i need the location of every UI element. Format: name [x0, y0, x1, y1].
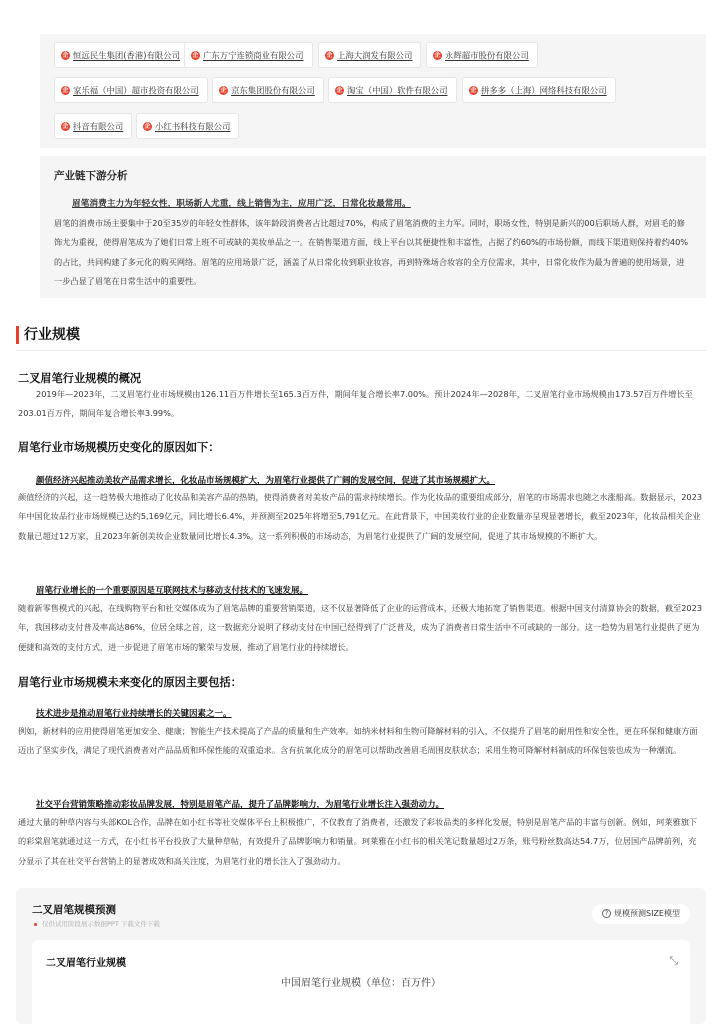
company-tag[interactable] [136, 113, 239, 139]
company-icon: 企 [62, 123, 69, 130]
future-title: 眉笔行业市场规模未来变化的原因主要包括： [18, 676, 242, 689]
section-accent-bar [16, 326, 19, 344]
downstream-summary: 眉笔消费主力为年轻女性，职场新人尤重，线上销售为主，应用广泛，日常化妆最常用。 [72, 199, 411, 209]
history-reason-heading: 眉笔行业增长的一个重要原因是互联网技术与移动支付技术的飞速发展。 [36, 586, 309, 596]
company-tag-label: 京东集团股份有限公司 [231, 85, 315, 96]
company-tag[interactable] [54, 113, 132, 139]
company-icon: 企 [220, 87, 227, 94]
forecast-note [34, 919, 160, 928]
company-tag[interactable] [426, 42, 538, 68]
future-reason-text: 例如，新材料的应用使得眉笔更加安全、健康；智能生产技术提高了产品的质量和生产效率。如纳米材料和生物可降解材料的引入，不仅提升了眉笔的耐用性和安全性，更在环保和健康方面迈出了坚实步伐，满足了现代消费者对产品品质和环保性能的双重追求。含有抗氧化成分的眉笔可以帮助改善眉毛周围皮肤状态；采用生物可降解材料制成的环保包装也成为一种潮流。 [18, 726, 698, 756]
company-tag[interactable] [54, 42, 189, 68]
company-icon: 企 [62, 87, 69, 94]
size-model-label: 规模预测SIZE模型 [614, 909, 680, 918]
history-reason-text: 随着新零售模式的兴起，在线购物平台和社交媒体成为了眉笔品牌的重要营销渠道，这不仅显著降低了企业的运营成本，还极大地拓宽了销售渠道。根据中国支付清算协会的数据，截至2023年，我国移动支付普及率高达86%，位居全球之首，这一数据充分说明了移动支付在中国已经得到了广泛普及，成为了消费者日常生活中不可或缺的一部分。这一趋势为眉笔行业提供了更为便捷和高效的支付方式，进一步促进了眉笔市场的繁荣与发展，推动了眉笔行业的持续增长。 [18, 603, 703, 652]
company-icon: 企 [144, 123, 151, 130]
note-dot-icon [34, 923, 37, 926]
company-tag[interactable] [212, 77, 324, 103]
company-icon: 企 [470, 87, 477, 94]
company-tag-label: 永辉超市股份有限公司 [445, 50, 529, 61]
company-icon: 企 [192, 52, 199, 59]
company-tag-label: 家乐福（中国）超市投资有限公司 [73, 85, 199, 96]
downstream-analysis [40, 156, 706, 298]
company-icon: 企 [434, 52, 441, 59]
company-tag-label: 抖音有限公司 [73, 121, 124, 132]
history-reason-heading: 颜值经济兴起推动美妆产品需求增长，化妆品市场规模扩大，为眉笔行业提供了广阔的发展空间，促进了其市场规模扩大。 [36, 476, 496, 486]
company-tag-label: 恒远民生集团(香港)有限公司 [73, 50, 181, 61]
forecast-panel [16, 888, 706, 1024]
future-reason-heading: 社交平台营销策略推动彩妆品牌发展，特别是眉笔产品，提升了品牌影响力，为眉笔行业增长注入强劲动力。 [36, 800, 445, 810]
downstream-text: 眉笔的消费市场主要集中于20至35岁的年轻女性群体，该年龄段消费者占比超过70%，构成了眉笔消费的主力军。同时，职场女性，特别是新兴的00后职场人群，对眉毛的修饰尤为重视，使得眉笔成为了她们日常上班不可或缺的美妆单品之一。在销售渠道方面，线上平台以其便捷性和丰富性，占据了约60%的市场份额，而线下渠道则保持着约40%的占比，共同构建了多元化的购买网络。眉笔的应用场景广泛，涵盖了从日常化妆到职业妆容，再到特殊场合妆容的全方位需求，其中，日常化妆作为最为普遍的使用场景，进一步凸显了眉笔在日常生活中的重要性。 [54, 218, 689, 287]
history-title: 眉笔行业市场规模历史变化的原因如下： [18, 441, 220, 454]
company-icon: 企 [326, 52, 333, 59]
forecast-title: 二叉眉笔规模预测 [32, 904, 116, 916]
company-icon: 企 [62, 52, 69, 59]
question-icon: ? [602, 909, 611, 918]
section-title: 行业规模 [24, 327, 80, 343]
history-reason-text: 颜值经济的兴起，这一趋势极大地推动了化妆品和美容产品的热销，使得消费者对美妆产品的需求持续增长。作为化妆品的重要组成部分，眉笔的市场需求也随之水涨船高。数据显示，2023年中国化妆品行业市场规模已达约5,169亿元，同比增长6.4%，并预测至2025年将增至5,791亿元。在此背景下，中国美妆行业的企业数量亦呈现显著增长，截至2023年，化妆品相关企业数量已超过12万家，且2023年新创美妆企业数量同比增长4.3%。这一系列积极的市场动态，为眉笔行业提供了广阔的发展空间，促进了其市场规模的不断扩大。 [18, 492, 703, 541]
company-icon: 企 [336, 87, 343, 94]
company-tag-label: 广东万宁连锁商业有限公司 [203, 50, 304, 61]
company-tag[interactable] [328, 77, 457, 103]
company-tag-label: 上海大润发有限公司 [337, 50, 413, 61]
expand-icon[interactable]: ⤡ [669, 954, 678, 967]
overview-text: 2019年—2023年，二叉眉笔行业市场规模由126.11百万件增长至165.3百万件，期间年复合增长率7.00%。预计2024年—2028年，二叉眉笔行业市场规模由173.57百万件增长至203.01百万件，期间年复合增长率3.99%。 [18, 389, 693, 419]
downstream-title: 产业链下游分析 [54, 170, 128, 182]
company-tag[interactable] [462, 77, 616, 103]
chart-title: 中国眉笔行业规模（单位：百万件） [281, 978, 441, 989]
section-header [16, 323, 706, 351]
company-tag[interactable] [318, 42, 421, 68]
company-tag[interactable] [184, 42, 313, 68]
future-reason-text: 通过大量的种草内容与头部KOL合作，品牌在如小红书等社交媒体平台上积极推广，不仅教育了消费者，还激发了彩妆品类的多样化发展，特别是眉笔产品的丰富与创新。例如，珂莱雅旗下的彩棠眉笔就通过这一方式，在小红书平台投放了大量种草帖，有效提升了品牌影响力和销量。珂莱雅在小红书的相关笔记数量超过2万条，账号粉丝数高达54.7万，位居国产品牌前列，充分显示了其在社交平台营销上的显著成效和高关注度，为眉笔行业的增长注入了强劲动力。 [18, 817, 698, 866]
company-tag-label: 小红书科技有限公司 [155, 121, 231, 132]
company-tag[interactable] [54, 77, 208, 103]
company-tag-label: 拼多多（上海）网络科技有限公司 [481, 85, 607, 96]
chart-card-title: 二叉眉笔行业规模 [46, 958, 126, 969]
company-tag-label: 淘宝（中国）软件有限公司 [347, 85, 448, 96]
forecast-note-text: 仅供试用阶段展示数据PPT 下载文件下载 [42, 920, 160, 928]
future-reason-heading: 技术进步是推动眉笔行业持续增长的关键因素之一。 [36, 709, 232, 719]
size-model-button[interactable] [592, 904, 690, 924]
company-list [40, 34, 706, 148]
chart-card [32, 940, 690, 1024]
overview-title: 二叉眉笔行业规模的概况 [18, 372, 142, 385]
